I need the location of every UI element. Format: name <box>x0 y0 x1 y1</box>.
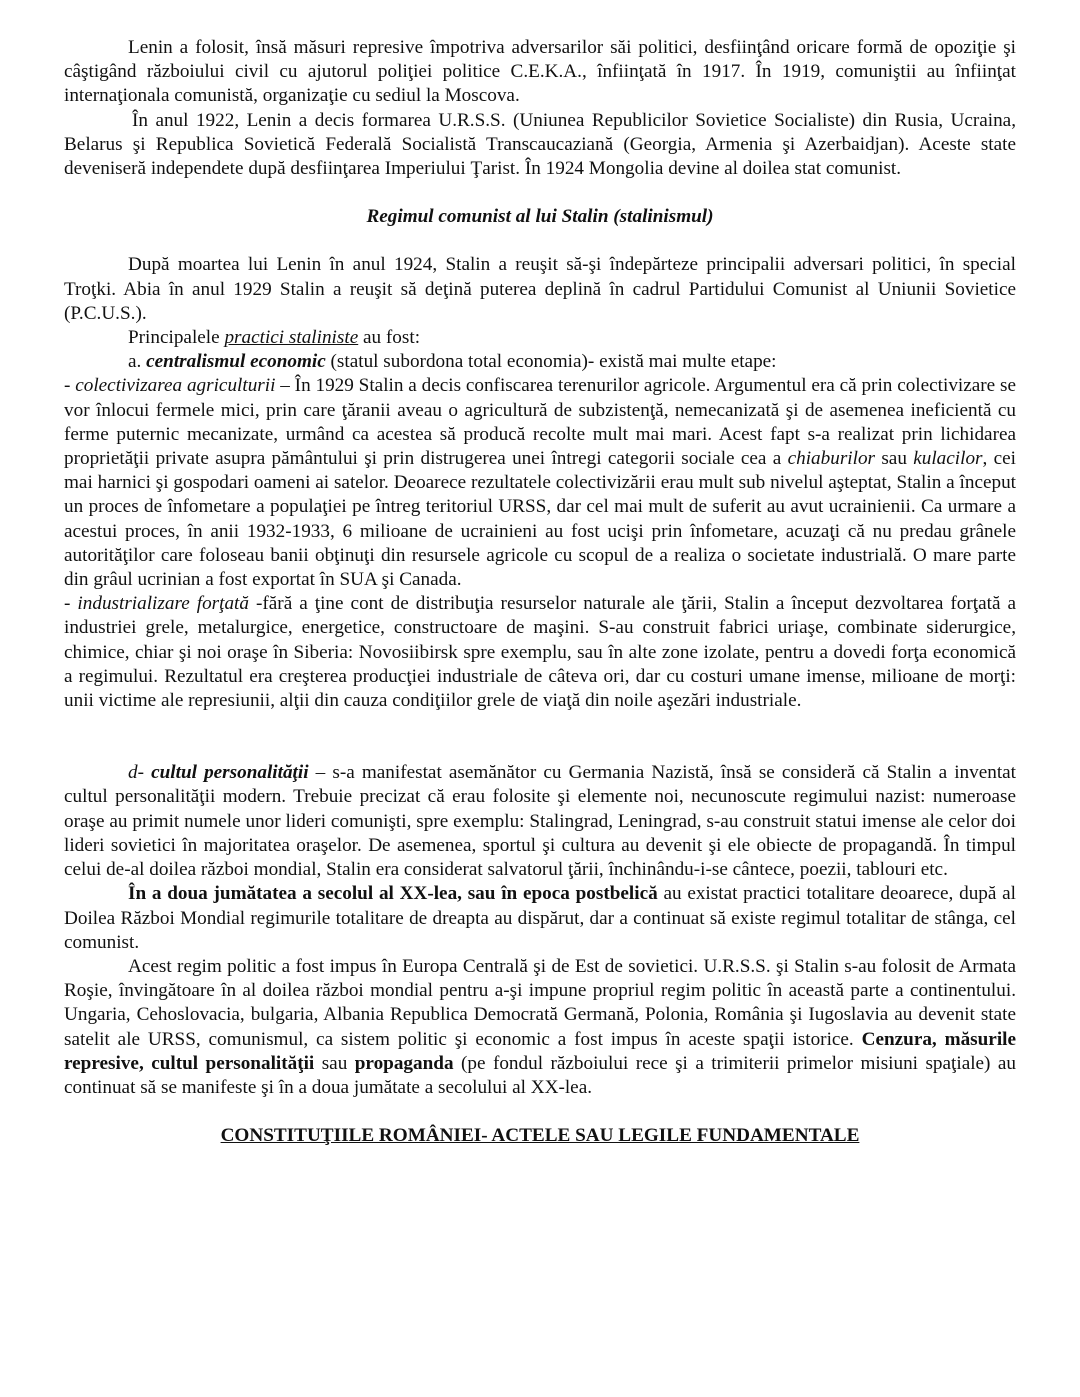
paragraph-industrialization <box>64 592 1016 713</box>
postwar-text: au existat practici totalitare deoarece, după al Doilea Război Mondial regimurile totalitare de dreapta au dispărut, dar a continuat să existe regimul totalitar de stânga, cel comunist. <box>64 883 1017 953</box>
industrialization-title: industrializare forţată <box>77 593 249 615</box>
paragraph-urss-formation: În anul 1922, Lenin a decis formarea U.R.S.S. (Uniunea Republicilor Sovietice Socialiste) din Rusia, Ucraina, Belarus şi Republica Sovietică Federală Socialistă Transcaucaziană (Georgia, Armenia şi Azerbaidjan). Aceste state deveniseră independete după desfiinţarea Imperiului Ţarist. În 1924 Mongolia devine al doilea stat comunist. <box>64 109 1016 180</box>
personality-cult-text: – s-a manifestat asemănător cu Germania Nazistă, însă se consideră că Stalin a inventat cultul personalităţii modern. Trebuie precizat că erau folosite şi elemente noi, necunoscute regimului nazist: numeroase oraşe au primit numele unor lideri comunişti, spre exemplu: Stalingrad, Leningrad, s-au construit statui imense ale celor doi lideri sovietici în majoritatea oraşelor. De asemenea, sportul şi cultura au devenit şi ele obiecte de propagandă. În timpul celui de-al doilea război mondial, Stalin era considerat salvatorul ţării, închinându-i-se cântece, poezii, tablouri etc. <box>64 762 1017 881</box>
section-heading-stalinism: Regimul comunist al lui Stalin (stalinismul) <box>366 206 714 228</box>
imposition-bold-2: propaganda <box>354 1052 454 1074</box>
practices-lead: Principalele <box>128 327 225 349</box>
personality-cult-term: cultul personalităţii <box>151 762 309 784</box>
imposition-bold-1: Cenzura, măsurile represive, cultul personalităţii <box>64 1028 1016 1074</box>
paragraph-postwar <box>64 882 1016 955</box>
paragraph-lenin-repression: Lenin a folosit, însă măsuri represive împotriva adversarilor săi politici, desfiinţând oricare formă de opoziţie şi câştigând războiului civil cu ajutorul poliţiei politice C.E.K.A., înfiinţată în 1917. În 1919, comuniştii au înfiinţat internaţionala comunistă, organizaţie cu sediul la Moscova. <box>64 37 1016 107</box>
collectivization-dash: - <box>64 375 76 397</box>
paragraph-collectivization <box>64 374 1016 592</box>
collectivization-text-2: sau <box>875 448 914 470</box>
personality-cult-letter: d- <box>128 762 152 784</box>
collectivization-kulaci: kulacilor <box>913 448 983 470</box>
collectivization-text-3: , cei mai harnici şi gospodari oameni ai satelor. Deoarece rezultatele colectivizării erau mult sub nivelul aşteptat, Stalin a început un proces de înfometare a populaţiei pe întreg teritoriul URSS, dar cel mai mult de suferit au avut ucrainienii. Ca urmare a acestui proces, în anii 1932-1933, 6 milioane de ucrainieni au fost ucişi prin înfometare, acuzaţi că nu predau grânele autorităţilor care foloseau banii obţinuţi din resursele agricole cu scopul de a realiza o societate industrială. O mare parte din grâul ucrinian a fost exportat în SUA şi Canada. <box>64 448 1016 591</box>
collectivization-title: colectivizarea agriculturii <box>75 375 276 397</box>
paragraph-centralism <box>64 350 1016 374</box>
imposition-text-2: sau <box>314 1052 355 1074</box>
paragraph-stalin-power: După moartea lui Lenin în anul 1924, Stalin a reuşit să-şi îndepărteze principalii adversari politici, în special Troţki. Abia în anul 1929 Stalin a reuşit să deţină puterea deplină în cadrul Partidului Comunist al Uniunii Sovietice (P.C.U.S.). <box>64 254 1016 324</box>
industrialization-text: -fără a ţine cont de distribuţia resurselor naturale ale ţării, Stalin a început dezvoltarea forţată a industriei grele, metalurgice, energetice, constructoare de maşini. S-au construit fabrici uriaşe, combinate siderurgice, chimice, chiar şi noi oraşe în Siberia: Novosiibirsk spre exemplu, sau în alte zone izolate, pentru a dovedi forţa economică a regimului. Rezultatul era creşterea producţiei industriale de câteva ori, dar cu costuri umane imense, milioane de morţi: unii victime ale represiunii, alţii din cauza condiţiilor grele de viaţă din noile aşezări industriale. <box>64 593 1016 712</box>
centralism-tail: (statul subordona total economia)- există mai multe etape: <box>325 351 777 373</box>
paragraph-practices-intro <box>64 326 1016 350</box>
paragraph-personality-cult <box>64 761 1016 882</box>
industrialization-dash: - <box>64 593 78 615</box>
centralism-term: centralismul economic <box>146 351 326 373</box>
paragraph-soviet-imposition <box>64 955 1016 1100</box>
imposition-text-3: (pe fondul războiului rece şi a trimiterii primelor misiuni spaţiale) au continuat să se manifeste şi în a doua jumătate a secolului al XX-lea. <box>64 1052 1016 1098</box>
centralism-lead: a. <box>128 351 147 373</box>
section-heading-constitutions: CONSTITUŢIILE ROMÂNIEI- ACTELE SAU LEGILE FUNDAMENTALE <box>220 1125 860 1147</box>
practices-underlined: practici staliniste <box>224 327 359 349</box>
collectivization-chiaburi: chiaburilor <box>787 448 876 470</box>
collectivization-text-1: – În 1929 Stalin a decis confiscarea terenurilor agricole. Argumentul era că prin colectivizare se vor înlocui fermele mici, prin care ţăranii aveau o agricultură de subzistenţă, nemecanizată şi de asemenea ineficientă cu ferme puternic mecanizate, urmând ca acestea să producă recolte mult mai mari. Acest fapt s-a realizat prin lichidarea proprietăţii private asupra pământului şi prin distrugerea unei întregi categorii sociale cea a <box>64 375 1016 470</box>
imposition-text-1: Acest regim politic a fost impus în Europa Centrală şi de Est de sovietici. U.R.S.S. şi Stalin s-au folosit de Armata Roşie, învingătoare în al doilea război mondial pentru a-şi impune propriul regim politic în această parte a continentului. Ungaria, Cehoslovacia, bulgaria, Albania Republica Democrată Germană, Polonia, România şi Iugoslavia au devenit state satelit ale URSS, comunismul, ca sistem politic şi economic a fost impus în aceste spaţii istorice. <box>64 955 1016 1050</box>
postwar-bold: În a doua jumătatea a secolul al XX-lea, sau în epoca postbelică <box>128 883 658 905</box>
practices-tail: au fost: <box>358 327 421 349</box>
